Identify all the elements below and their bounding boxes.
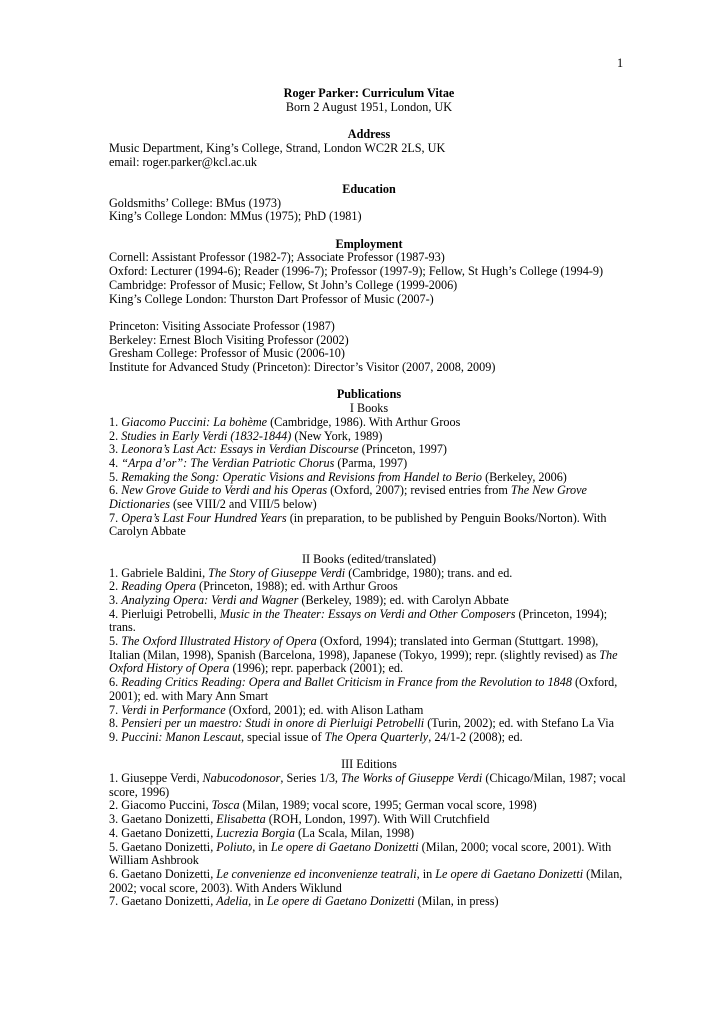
publication-entry: [109, 895, 629, 909]
publication-entry: [109, 676, 629, 703]
entry-text: (Princeton, 1997): [358, 442, 447, 457]
entry-title: Analyzing Opera: Verdi and Wagner: [121, 592, 299, 607]
entry-number: 9.: [109, 729, 122, 744]
entry-title: Le opere di Gaetano Donizetti: [266, 894, 415, 909]
entry-text: (Milan, 1989; vocal score, 1995; German vocal score, 1998): [239, 798, 537, 813]
publication-entry: [109, 772, 629, 799]
publication-entry: [109, 457, 629, 471]
employment-line: Cambridge: Professor of Music; Fellow, St John’s College (1999-2006): [109, 277, 458, 292]
publication-entry: [109, 827, 629, 841]
visiting-line: Princeton: Visiting Associate Professor (1987): [109, 318, 335, 333]
entry-text: , in: [252, 839, 271, 854]
entry-text: (Turin, 2002); ed. with Stefano La Via: [424, 716, 615, 731]
entry-title: The Oxford History of Opera: [109, 647, 618, 676]
entry-number: 1.: [109, 771, 122, 786]
entry-title: The Works of Giuseppe Verdi: [341, 771, 483, 786]
address-line: Music Department, King’s College, Strand, London WC2R 2LS, UK: [109, 140, 446, 155]
entry-text: (ROH, London, 1997). With Will Crutchfield: [265, 812, 490, 827]
entry-title: Studies in Early Verdi (1832-1844): [121, 428, 292, 443]
entry-text: (Milan, 2002; vocal score, 2003). With Anders Wiklund: [109, 866, 623, 895]
education-line: Goldsmiths’ College: BMus (1973): [109, 195, 282, 210]
entry-title: Remaking the Song: Operatic Visions and Revisions from Handel to Berio: [121, 469, 483, 484]
entry-title: Tosca: [211, 798, 240, 813]
entry-number: 5.: [109, 839, 122, 854]
entry-title: Verdi in Performance: [121, 702, 226, 717]
entry-title: Puccini: Manon Lescaut: [121, 729, 242, 744]
entry-title: “Arpa d’or”: The Verdian Patriotic Chorus: [121, 455, 335, 470]
visiting-line: Gresham College: Professor of Music (2006-10): [109, 346, 345, 361]
publication-entry: [109, 430, 629, 444]
publication-entry: [109, 635, 629, 676]
entry-number: 1.: [109, 565, 122, 580]
entry-text: Gaetano Donizetti,: [121, 825, 217, 840]
entry-number: 3.: [109, 592, 122, 607]
education-line: King’s College London: MMus (1975); PhD (1981): [109, 209, 362, 224]
publication-entry: [109, 594, 629, 608]
publication-entry: [109, 717, 629, 731]
entry-number: 4.: [109, 455, 122, 470]
cv-title: Roger Parker: Curriculum Vitae: [283, 86, 455, 100]
editions-list: [109, 772, 629, 909]
entry-text: (Milan, in press): [414, 894, 499, 909]
entry-text: (Parma, 1997): [334, 455, 408, 470]
publication-entry: [109, 443, 629, 457]
visiting-line: Berkeley: Ernest Bloch Visiting Professor (2002): [109, 332, 349, 347]
entry-title: Le convenienze ed inconvenienze teatrali: [216, 866, 417, 881]
entry-text: , in: [248, 894, 267, 909]
entry-number: 6.: [109, 866, 122, 881]
entry-text: (Oxford, 2007); revised entries from: [327, 483, 511, 498]
publication-entry: [109, 484, 629, 511]
publication-entry: [109, 813, 629, 827]
entry-title: The New Grove Dictionaries: [109, 483, 587, 512]
editions-heading: III Editions: [341, 757, 397, 772]
entry-text: (Oxford, 1994); translated into German (Stuttgart. 1998), Italian (Milan, 1998), Spanish (Barcelona, 1998), Japanese (Tokyo, 1999); repr. (slightly revised) as: [109, 634, 600, 662]
entry-title: Giacomo Puccini: La bohème: [121, 414, 268, 429]
entry-title: The Story of Giuseppe Verdi: [208, 565, 346, 580]
education-heading: Education: [342, 181, 396, 196]
email-line: email: roger.parker@kcl.ac.uk: [109, 154, 257, 169]
publications-heading: Publications: [336, 387, 402, 402]
publication-entry: [109, 704, 629, 718]
publication-entry: [109, 731, 629, 745]
entry-text: , Series 1/3,: [280, 771, 342, 786]
edited-books-list: [109, 567, 629, 745]
entry-text: Giuseppe Verdi,: [121, 771, 203, 786]
entry-text: (Milan, 2000; vocal score, 2001). With William Ashbrook: [109, 839, 612, 868]
entry-text: (in preparation, to be published by Penguin Books/Norton). With Carolyn Abbate: [109, 510, 607, 539]
address-heading: Address: [347, 127, 391, 142]
entry-text: (New York, 1989): [291, 428, 383, 443]
entry-text: (Oxford, 2001); ed. with Alison Latham: [225, 702, 424, 717]
publication-entry: [109, 868, 629, 895]
page-number: 1: [617, 56, 624, 70]
entry-text: (Berkeley, 2006): [482, 469, 567, 484]
entry-number: 4.: [109, 825, 122, 840]
entry-text: (Chicago/Milan, 1987; vocal score, 1996): [109, 771, 626, 799]
entry-title: The Oxford Illustrated History of Opera: [121, 634, 317, 649]
entry-number: 7.: [109, 894, 122, 909]
birth-line: Born 2 August 1951, London, UK: [285, 99, 453, 114]
entry-title: Leonora’s Last Act: Essays in Verdian Discourse: [121, 442, 359, 457]
entry-title: Le opere di Gaetano Donizetti: [435, 866, 584, 881]
books-list: [109, 416, 629, 539]
entry-text: (Berkeley, 1989); ed. with Carolyn Abbate: [298, 592, 509, 607]
publication-entry: [109, 567, 629, 581]
entry-text: (Cambridge, 1986). With Arthur Groos: [267, 414, 461, 429]
entry-number: 1.: [109, 414, 122, 429]
entry-text: Gaetano Donizetti,: [121, 812, 217, 827]
entry-title: Lucrezia Borgia: [216, 825, 295, 840]
publication-entry: [109, 799, 629, 813]
entry-number: 6.: [109, 483, 122, 498]
entry-title: New Grove Guide to Verdi and his Operas: [121, 483, 328, 498]
edited-books-heading: II Books (edited/translated): [301, 551, 437, 566]
entry-title: Pensieri per un maestro: Studi in onore di Pierluigi Petrobelli: [121, 716, 425, 731]
entry-number: 7.: [109, 510, 122, 525]
entry-number: 2.: [109, 798, 122, 813]
publication-entry: [109, 608, 629, 635]
entry-title: Poliuto: [216, 839, 253, 854]
entry-number: 5.: [109, 469, 122, 484]
entry-text: Gaetano Donizetti,: [121, 894, 217, 909]
entry-number: 5.: [109, 634, 122, 649]
entry-number: 6.: [109, 675, 122, 690]
entry-number: 2.: [109, 428, 122, 443]
entry-text: Gabriele Baldini,: [121, 565, 209, 580]
publication-entry: [109, 580, 629, 594]
entry-text: Giacomo Puccini,: [121, 798, 212, 813]
entry-title: Adelia: [216, 894, 249, 909]
visiting-line: Institute for Advanced Study (Princeton): Director’s Visitor (2007, 2008, 2009): [109, 360, 496, 374]
entry-text: (Princeton, 1994); trans.: [109, 606, 608, 635]
entry-number: 3.: [109, 812, 122, 827]
publication-entry: [109, 841, 629, 868]
entry-title: The Opera Quarterly: [324, 729, 429, 744]
entry-number: 3.: [109, 442, 122, 457]
cv-document: [109, 87, 629, 909]
publication-entry: [109, 512, 629, 539]
entry-number: 7.: [109, 702, 122, 717]
entry-title: Opera’s Last Four Hundred Years: [121, 510, 287, 525]
entry-text: (La Scala, Milan, 1998): [294, 825, 415, 840]
entry-text: , special issue of: [241, 729, 325, 744]
publication-entry: [109, 416, 629, 430]
entry-text: Gaetano Donizetti,: [121, 839, 217, 854]
entry-text: , in: [416, 866, 436, 881]
employment-heading: Employment: [335, 236, 403, 251]
entry-text: (see VIII/2 and VIII/5 below): [169, 497, 317, 512]
books-heading: I Books: [349, 401, 389, 416]
entry-title: Reading Opera: [121, 579, 196, 594]
entry-title: Le opere di Gaetano Donizetti: [270, 839, 419, 854]
entry-text: (Princeton, 1988); ed. with Arthur Groos: [196, 579, 398, 594]
entry-text: , 24/1-2 (2008); ed.: [428, 729, 523, 744]
employment-line: Oxford: Lecturer (1994-6); Reader (1996-7); Professor (1997-9); Fellow, St Hugh’s College (1994-9): [109, 264, 604, 279]
entry-text: (Oxford, 2001); ed. with Mary Ann Smart: [109, 675, 618, 703]
employment-line: Cornell: Assistant Professor (1982-7); Associate Professor (1987-93): [109, 250, 445, 265]
entry-text: Pierluigi Petrobelli,: [121, 606, 220, 621]
publication-entry: [109, 471, 629, 485]
entry-text: (1996); repr. paperback (2001); ed.: [229, 661, 404, 676]
entry-title: Music in the Theater: Essays on Verdi and Other Composers: [219, 606, 516, 621]
entry-number: 2.: [109, 579, 122, 594]
entry-title: Elisabetta: [216, 812, 266, 827]
entry-number: 8.: [109, 716, 122, 731]
entry-text: (Cambridge, 1980); trans. and ed.: [345, 565, 513, 580]
entry-title: Reading Critics Reading: Opera and Ballet Criticism in France from the Revolution to 1848: [121, 675, 572, 690]
entry-text: Gaetano Donizetti,: [121, 866, 217, 881]
entry-title: Nabucodonosor: [202, 771, 281, 786]
entry-number: 4.: [109, 606, 122, 621]
employment-line: King’s College London: Thurston Dart Professor of Music (2007-): [109, 291, 434, 306]
